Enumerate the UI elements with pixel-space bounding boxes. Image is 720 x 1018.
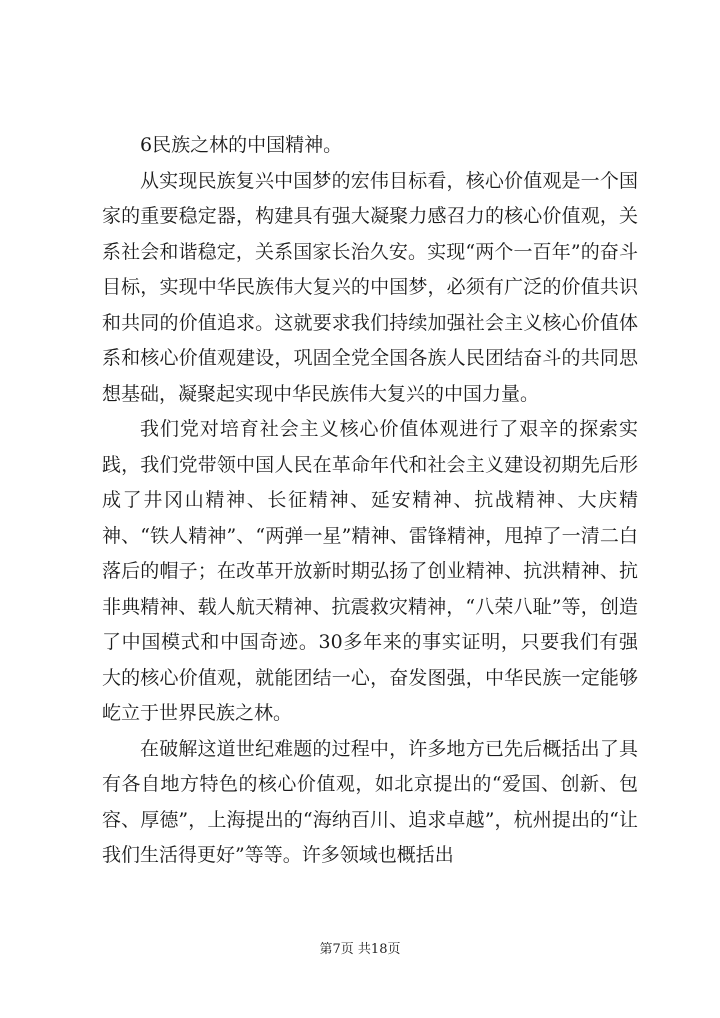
document-body bbox=[102, 128, 638, 874]
paragraph-4: 在破解这道世纪难题的过程中，许多地方已先后概括出了具有各自地方特色的核心价值观，如北京提出的“爱国、创新、包容、厚德”，上海提出的“海纳百川、追求卓越”，杭州提出的“让我们生活得更好”等等。许多领域也概括出 bbox=[102, 737, 638, 866]
paragraph-3: 我们党对培育社会主义核心价值体观进行了艰辛的探索实践，我们党带领中国人民在革命年代和社会主义建设初期先后形成了井冈山精神、长征精神、延安精神、抗战精神、大庆精神、“铁人精神”、“两弹一星”精神、雷锋精神，甩掉了一清二白落后的帽子；在改革开放新时期弘扬了创业精神、抗洪精神、抗非典精神、载人航天精神、抗震救灾精神，“八荣八耻”等，创造了中国模式和中国奇迹。30多年来的事实证明，只要我们有强大的核心价值观，就能团结一心，奋发图强，中华民族一定能够屹立于世界民族之林。 bbox=[102, 418, 638, 724]
paragraph-1: 6民族之林的中国精神。 bbox=[140, 134, 343, 156]
paragraph-2: 从实现民族复兴中国梦的宏伟目标看，核心价值观是一个国家的重要稳定器，构建具有强大凝聚力感召力的核心价值观，关系社会和谐稳定，关系国家长治久安。实现“两个一百年”的奋斗目标，实现中华民族伟大复兴的中国梦，必须有广泛的价值共识和共同的价值追求。这就要求我们持续加强社会主义核心价值体系和核心价值观建设，巩固全党全国各族人民团结奋斗的共同思想基础，凝聚起实现中华民族伟大复兴的中国力量。 bbox=[102, 169, 638, 405]
page-number-footer: 第7页 共18页 bbox=[319, 942, 401, 957]
